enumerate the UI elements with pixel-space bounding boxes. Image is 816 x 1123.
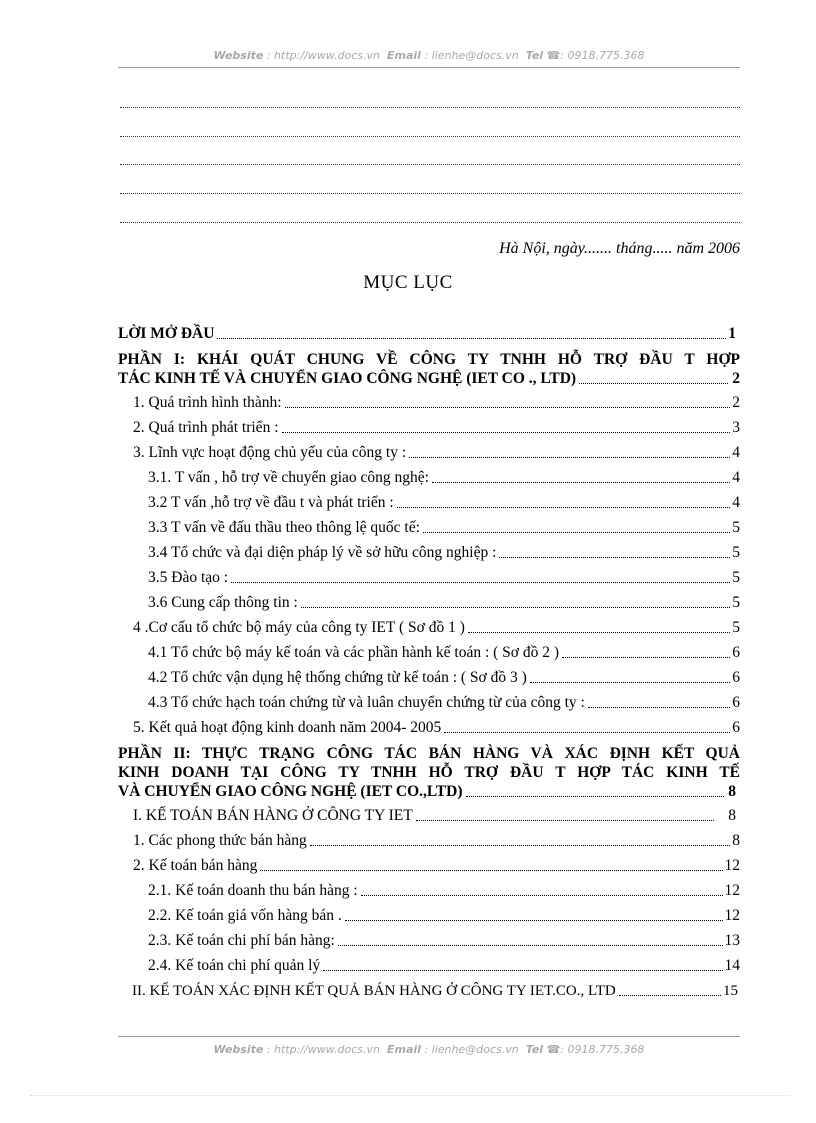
toc-entry[interactable]: 3. Lĩnh vực hoạt động chủ yếu của công ty : 4 <box>133 444 740 461</box>
blank-dotted-line <box>120 164 740 165</box>
toc-entry[interactable]: 3.4 Tổ chức và đại diện pháp lý về sở hữu công nghiệp : 5 <box>148 544 740 561</box>
footer-tel-label: Tel <box>525 1043 544 1056</box>
toc-entry-phan-2[interactable]: PHẦN II: THỰC TRẠNG CÔNG TÁC BÁN HÀNG VÀ XÁC ĐỊNH KẾT QUẢ KINH DOANH TẠI CÔNG TY TNHH HỖ TRỢ ĐẦU T HỢP TÁC KINH TẾ VÀ CHUYỂN GIAO CÔNG NGHỆ (IET CO.,LTD) 8 <box>118 745 740 800</box>
page-title: MỤC LỤC <box>363 272 453 293</box>
footer-tel-value: : 0918.775.368 <box>560 1043 645 1056</box>
header-email-value: : lienhe@docs.vn <box>424 49 519 62</box>
header-rule <box>118 67 740 68</box>
footer-website-value: : http://www.docs.vn <box>266 1043 381 1056</box>
footer-website-label: Website <box>213 1043 264 1056</box>
date-line: Hà Nội, ngày....... tháng..... năm 2006 <box>499 240 740 257</box>
toc-entry[interactable]: 1. Quá trình hình thành: 2 <box>133 394 740 411</box>
phone-icon: ☎ <box>546 49 561 62</box>
toc-entry[interactable]: 4 .Cơ cấu tổ chức bộ máy của công ty IET ( Sơ đồ 1 ) 5 <box>133 619 740 636</box>
toc-entry[interactable]: 5. Kết quả hoạt động kinh doanh năm 2004- 2005 6 <box>133 719 740 736</box>
toc-entry[interactable]: 4.3 Tổ chức hạch toán chứng từ và luân chuyển chứng từ của công ty : 6 <box>148 694 740 711</box>
toc-entry[interactable]: 3.1. T vấn , hỗ trợ về chuyển giao công nghệ: 4 <box>148 469 740 486</box>
toc-entry-phan-1[interactable]: PHẦN I: KHÁI QUÁT CHUNG VỀ CÔNG TY TNHH HỖ TRỢ ĐẦU T HỢP TÁC KINH TẾ VÀ CHUYỂN GIAO CÔNG NGHỆ (IET CO ., LTD) 2 <box>118 351 740 387</box>
footer-email-value: : lienhe@docs.vn <box>424 1043 519 1056</box>
toc-entry[interactable]: 2.1. Kế toán doanh thu bán hàng : 12 <box>148 882 740 899</box>
toc-entry[interactable]: II. KẾ TOÁN XÁC ĐỊNH KẾT QUẢ BÁN HÀNG Ở CÔNG TY IET.CO., LTD 15 <box>132 983 738 999</box>
header-tel-label: Tel <box>525 49 544 62</box>
blank-dotted-line <box>120 136 740 137</box>
table-of-contents <box>118 325 740 1007</box>
toc-entry[interactable]: 3.3 T vấn về đấu thầu theo thông lệ quốc tế: 5 <box>148 519 740 536</box>
toc-entry[interactable]: 3.6 Cung cấp thông tin : 5 <box>148 594 740 611</box>
toc-entry[interactable]: 2.2. Kế toán giá vốn hàng bán . 12 <box>148 907 740 924</box>
toc-entry[interactable]: 2.4. Kế toán chi phí quản lý 14 <box>148 957 740 974</box>
toc-entry[interactable]: 4.2 Tổ chức vận dụng hệ thống chứng từ kế toán : ( Sơ đồ 3 ) 6 <box>148 669 740 686</box>
header-tel-value: : 0918.775.368 <box>560 49 645 62</box>
toc-entry[interactable]: 4.1 Tổ chức bộ máy kế toán và các phần hành kế toán : ( Sơ đồ 2 ) 6 <box>148 644 740 661</box>
header-email-label: Email <box>387 49 421 62</box>
header-website-value: : http://www.docs.vn <box>266 49 381 62</box>
page-header <box>118 49 740 62</box>
toc-entry[interactable]: I. KẾ TOÁN BÁN HÀNG Ở CÔNG TY IET 8 <box>133 807 736 824</box>
blank-dotted-line <box>120 107 740 108</box>
footer-email-label: Email <box>387 1043 421 1056</box>
toc-entry[interactable]: 2. Quá trình phát triển : 3 <box>133 419 740 436</box>
page-edge-dots <box>30 1095 790 1096</box>
toc-entry[interactable]: 2. Kế toán bán hàng 12 <box>133 857 740 874</box>
blank-dotted-line <box>120 193 740 194</box>
toc-entry[interactable]: 3.2 T vấn ,hỗ trợ về đầu t và phát triển : 4 <box>148 494 740 511</box>
toc-entry[interactable]: 2.3. Kế toán chi phí bán hàng: 13 <box>148 932 740 949</box>
page-footer <box>118 1043 740 1056</box>
toc-entry[interactable]: 1. Các phong thức bán hàng 8 <box>133 832 740 849</box>
header-website-label: Website <box>213 49 264 62</box>
phone-icon: ☎ <box>546 1043 561 1056</box>
blank-dotted-line <box>120 222 740 223</box>
toc-entry[interactable]: 3.5 Đào tạo : 5 <box>148 569 740 586</box>
toc-entry-loi-mo-dau[interactable]: LỜI MỞ ĐẦU 1 <box>118 325 736 342</box>
footer-rule <box>118 1036 740 1037</box>
